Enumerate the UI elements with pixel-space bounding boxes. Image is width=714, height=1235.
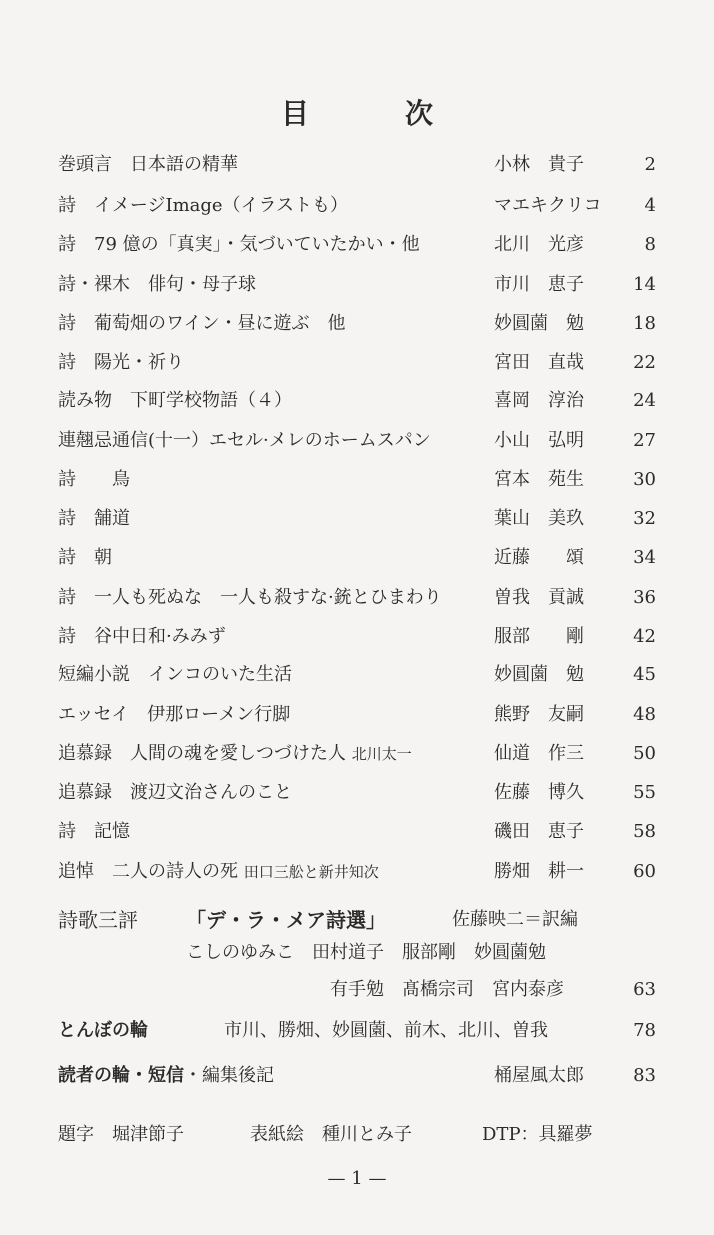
toc-entry <box>0 308 714 340</box>
special-contributors-row <box>0 974 714 1006</box>
entry-page: 36 <box>633 587 656 608</box>
entry-author: 桶屋風太郎 <box>494 1065 584 1086</box>
entry-author: 磯田 恵子 <box>494 821 584 842</box>
entry-title: 読み物 下町学校物語（４） <box>58 390 292 411</box>
entry-author: 熊野 友嗣 <box>494 704 584 725</box>
entry-page: 34 <box>633 547 656 568</box>
entry-page: 8 <box>644 234 656 255</box>
entry-page: 60 <box>633 861 656 882</box>
entry-author: 仙道 作三 <box>494 743 584 764</box>
entry-title: 詩 一人も死ぬな 一人も殺すな·銃とひまわり <box>58 587 442 608</box>
entry-title: 詩・裸木 俳句・母子球 <box>58 274 256 295</box>
entry-page: 24 <box>633 390 656 411</box>
entry-title: 詩 79 億の「真実」・気づいていたかい・他 <box>58 234 420 255</box>
credit-dtp: DTP：具羅夢 <box>482 1124 593 1145</box>
entry-page: 32 <box>633 508 656 529</box>
entry-title: 詩 鳥 <box>58 469 130 490</box>
entry-page: 14 <box>633 274 656 295</box>
entry-title-group <box>58 738 412 770</box>
entry-title: 読者の輪・短信 <box>58 1065 184 1086</box>
entry-title: エッセイ 伊那ローメン行脚 <box>58 704 291 725</box>
entry-title: 追慕録 渡辺文治さんのこと <box>58 782 292 803</box>
readers-entry <box>0 1060 714 1092</box>
entry-page: 22 <box>633 352 656 373</box>
toc-entry <box>0 149 714 181</box>
entry-author: マエキクリコ <box>494 195 602 216</box>
special-heading: 詩歌三評 <box>58 908 138 932</box>
toc-entry <box>0 542 714 574</box>
entry-page: 30 <box>633 469 656 490</box>
entry-author: 曽我 貢誠 <box>494 587 584 608</box>
entry-author: 妙圓薗 勉 <box>494 313 584 334</box>
entry-title-group <box>58 1060 274 1092</box>
entry-author: 勝畑 耕一 <box>494 861 584 882</box>
entry-author: 近藤 頌 <box>494 547 584 568</box>
toc-entry <box>0 777 714 809</box>
toc-entry <box>0 659 714 691</box>
toc-entry <box>0 738 714 770</box>
toc-entry <box>0 190 714 222</box>
entry-author: 市川、勝畑、妙圓薗、前木、北川、曽我 <box>224 1020 548 1041</box>
entry-title: 詩 イメージImage（イラストも） <box>58 195 349 216</box>
entry-author: 市川 恵子 <box>494 274 584 295</box>
entry-author: 喜岡 淳治 <box>494 390 584 411</box>
entry-title: 追慕録 人間の魂を愛しつづけた人 <box>58 743 346 764</box>
special-contributors-line: 有手勉 髙橋宗司 宮内泰彦 <box>330 979 564 1000</box>
entry-title: 詩 陽光・祈り <box>58 352 184 373</box>
entry-title: とんぼの輪 <box>58 1020 148 1041</box>
entry-page: 42 <box>633 626 656 647</box>
special-work-title: 「デ・ラ・メア詩選」 <box>186 908 386 932</box>
entry-title: 詩 記憶 <box>58 821 130 842</box>
entry-page: 55 <box>633 782 656 803</box>
entry-title: 追悼 二人の詩人の死 <box>58 861 238 882</box>
entry-title: 短編小説 インコのいた生活 <box>58 664 292 685</box>
toc-entry <box>0 503 714 535</box>
entry-title: 詩 谷中日和·みみず <box>58 626 226 647</box>
entry-title-note: 田口三舩と新井知次 <box>243 863 379 881</box>
entry-page: 4 <box>644 195 656 216</box>
entry-title: 詩 葡萄畑のワイン・昼に遊ぶ 他 <box>58 313 346 334</box>
entry-page: 48 <box>633 704 656 725</box>
toc-entry <box>0 347 714 379</box>
entry-page: 2 <box>644 154 656 175</box>
toc-entry <box>0 269 714 301</box>
entry-title-rest: ・編集後記 <box>184 1065 274 1086</box>
entry-page: 18 <box>633 313 656 334</box>
entry-title: 詩 舗道 <box>58 508 130 529</box>
entry-page: 78 <box>633 1020 656 1041</box>
toc-entry <box>0 816 714 848</box>
entry-title: 連翹忌通信(十一）エセル·メレのホームスパン <box>58 430 431 451</box>
entry-page: 45 <box>633 664 656 685</box>
entry-page: 83 <box>633 1065 656 1086</box>
entry-author: 妙圓薗 勉 <box>494 664 584 685</box>
entry-author: 小林 貴子 <box>494 154 584 175</box>
tombo-entry <box>0 1015 714 1047</box>
toc-entry <box>0 425 714 457</box>
toc-entry <box>0 582 714 614</box>
entry-author: 服部 剛 <box>494 626 584 647</box>
page-title: 目 次 <box>280 97 467 130</box>
entry-author: 宮本 苑生 <box>494 469 584 490</box>
special-review-entry <box>0 902 714 938</box>
toc-entry <box>0 385 714 417</box>
toc-entry <box>0 621 714 653</box>
toc-entry <box>0 464 714 496</box>
credit-title-calligraphy: 題字 堀津節子 <box>58 1124 184 1145</box>
special-contributors-line: こしのゆみこ 田村道子 服部剛 妙圓薗勉 <box>186 942 546 963</box>
page-number-footer: — 1 — <box>327 1168 387 1189</box>
entry-author: 小山 弘明 <box>494 430 584 451</box>
entry-title: 巻頭言 日本語の精華 <box>58 154 238 175</box>
entry-page: 63 <box>633 979 656 1000</box>
special-translator: 佐藤映二＝訳編 <box>452 909 578 930</box>
toc-entry <box>0 229 714 261</box>
entry-title-note: 北川太一 <box>351 745 412 763</box>
toc-entry <box>0 856 714 888</box>
entry-page: 58 <box>633 821 656 842</box>
credit-cover-art: 表紙絵 種川とみ子 <box>250 1124 412 1145</box>
entry-author: 佐藤 博久 <box>494 782 584 803</box>
entry-page: 50 <box>633 743 656 764</box>
entry-title-group <box>58 856 379 888</box>
entry-page: 27 <box>633 430 656 451</box>
toc-entry <box>0 699 714 731</box>
entry-author: 宮田 直哉 <box>494 352 584 373</box>
entry-author: 葉山 美玖 <box>494 508 584 529</box>
entry-author: 北川 光彦 <box>494 234 584 255</box>
entry-title: 詩 朝 <box>58 547 112 568</box>
